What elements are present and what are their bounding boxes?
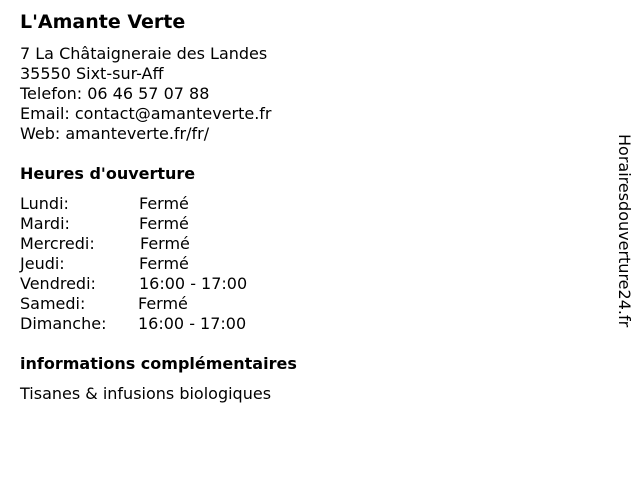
day-hours: 16:00 - 17:00 xyxy=(138,314,247,333)
additional-info-text: Tisanes & infusions biologiques xyxy=(20,384,272,403)
site-watermark: Horairesdouverture24.fr xyxy=(615,134,634,328)
day-label: Jeudi: xyxy=(20,254,65,273)
contact-block xyxy=(20,44,272,144)
day-label: Samedi: xyxy=(20,294,86,313)
opening-hours-heading: Heures d'ouverture xyxy=(20,164,196,183)
email-address[interactable]: Email: contact@amanteverte.fr xyxy=(20,104,272,123)
day-label: Vendredi: xyxy=(20,274,96,293)
day-hours: Fermé xyxy=(139,254,189,273)
website-link[interactable]: Web: amanteverte.fr/fr/ xyxy=(20,124,210,143)
day-label: Lundi: xyxy=(20,194,69,213)
day-label: Mardi: xyxy=(20,214,70,233)
phone-number[interactable]: Telefon: 06 46 57 07 88 xyxy=(20,84,210,103)
day-hours: Fermé xyxy=(140,234,190,253)
business-name: L'Amante Verte xyxy=(20,11,186,33)
address-street: 7 La Châtaigneraie des Landes xyxy=(20,44,268,63)
day-hours: Fermé xyxy=(138,294,188,313)
day-label: Dimanche: xyxy=(20,314,107,333)
address-city: 35550 Sixt-sur-Aff xyxy=(20,64,164,83)
day-hours: Fermé xyxy=(139,214,189,233)
additional-info-heading: informations complémentaires xyxy=(20,354,297,373)
day-label: Mercredi: xyxy=(20,234,95,253)
day-hours: 16:00 - 17:00 xyxy=(139,274,248,293)
day-hours: Fermé xyxy=(139,194,189,213)
